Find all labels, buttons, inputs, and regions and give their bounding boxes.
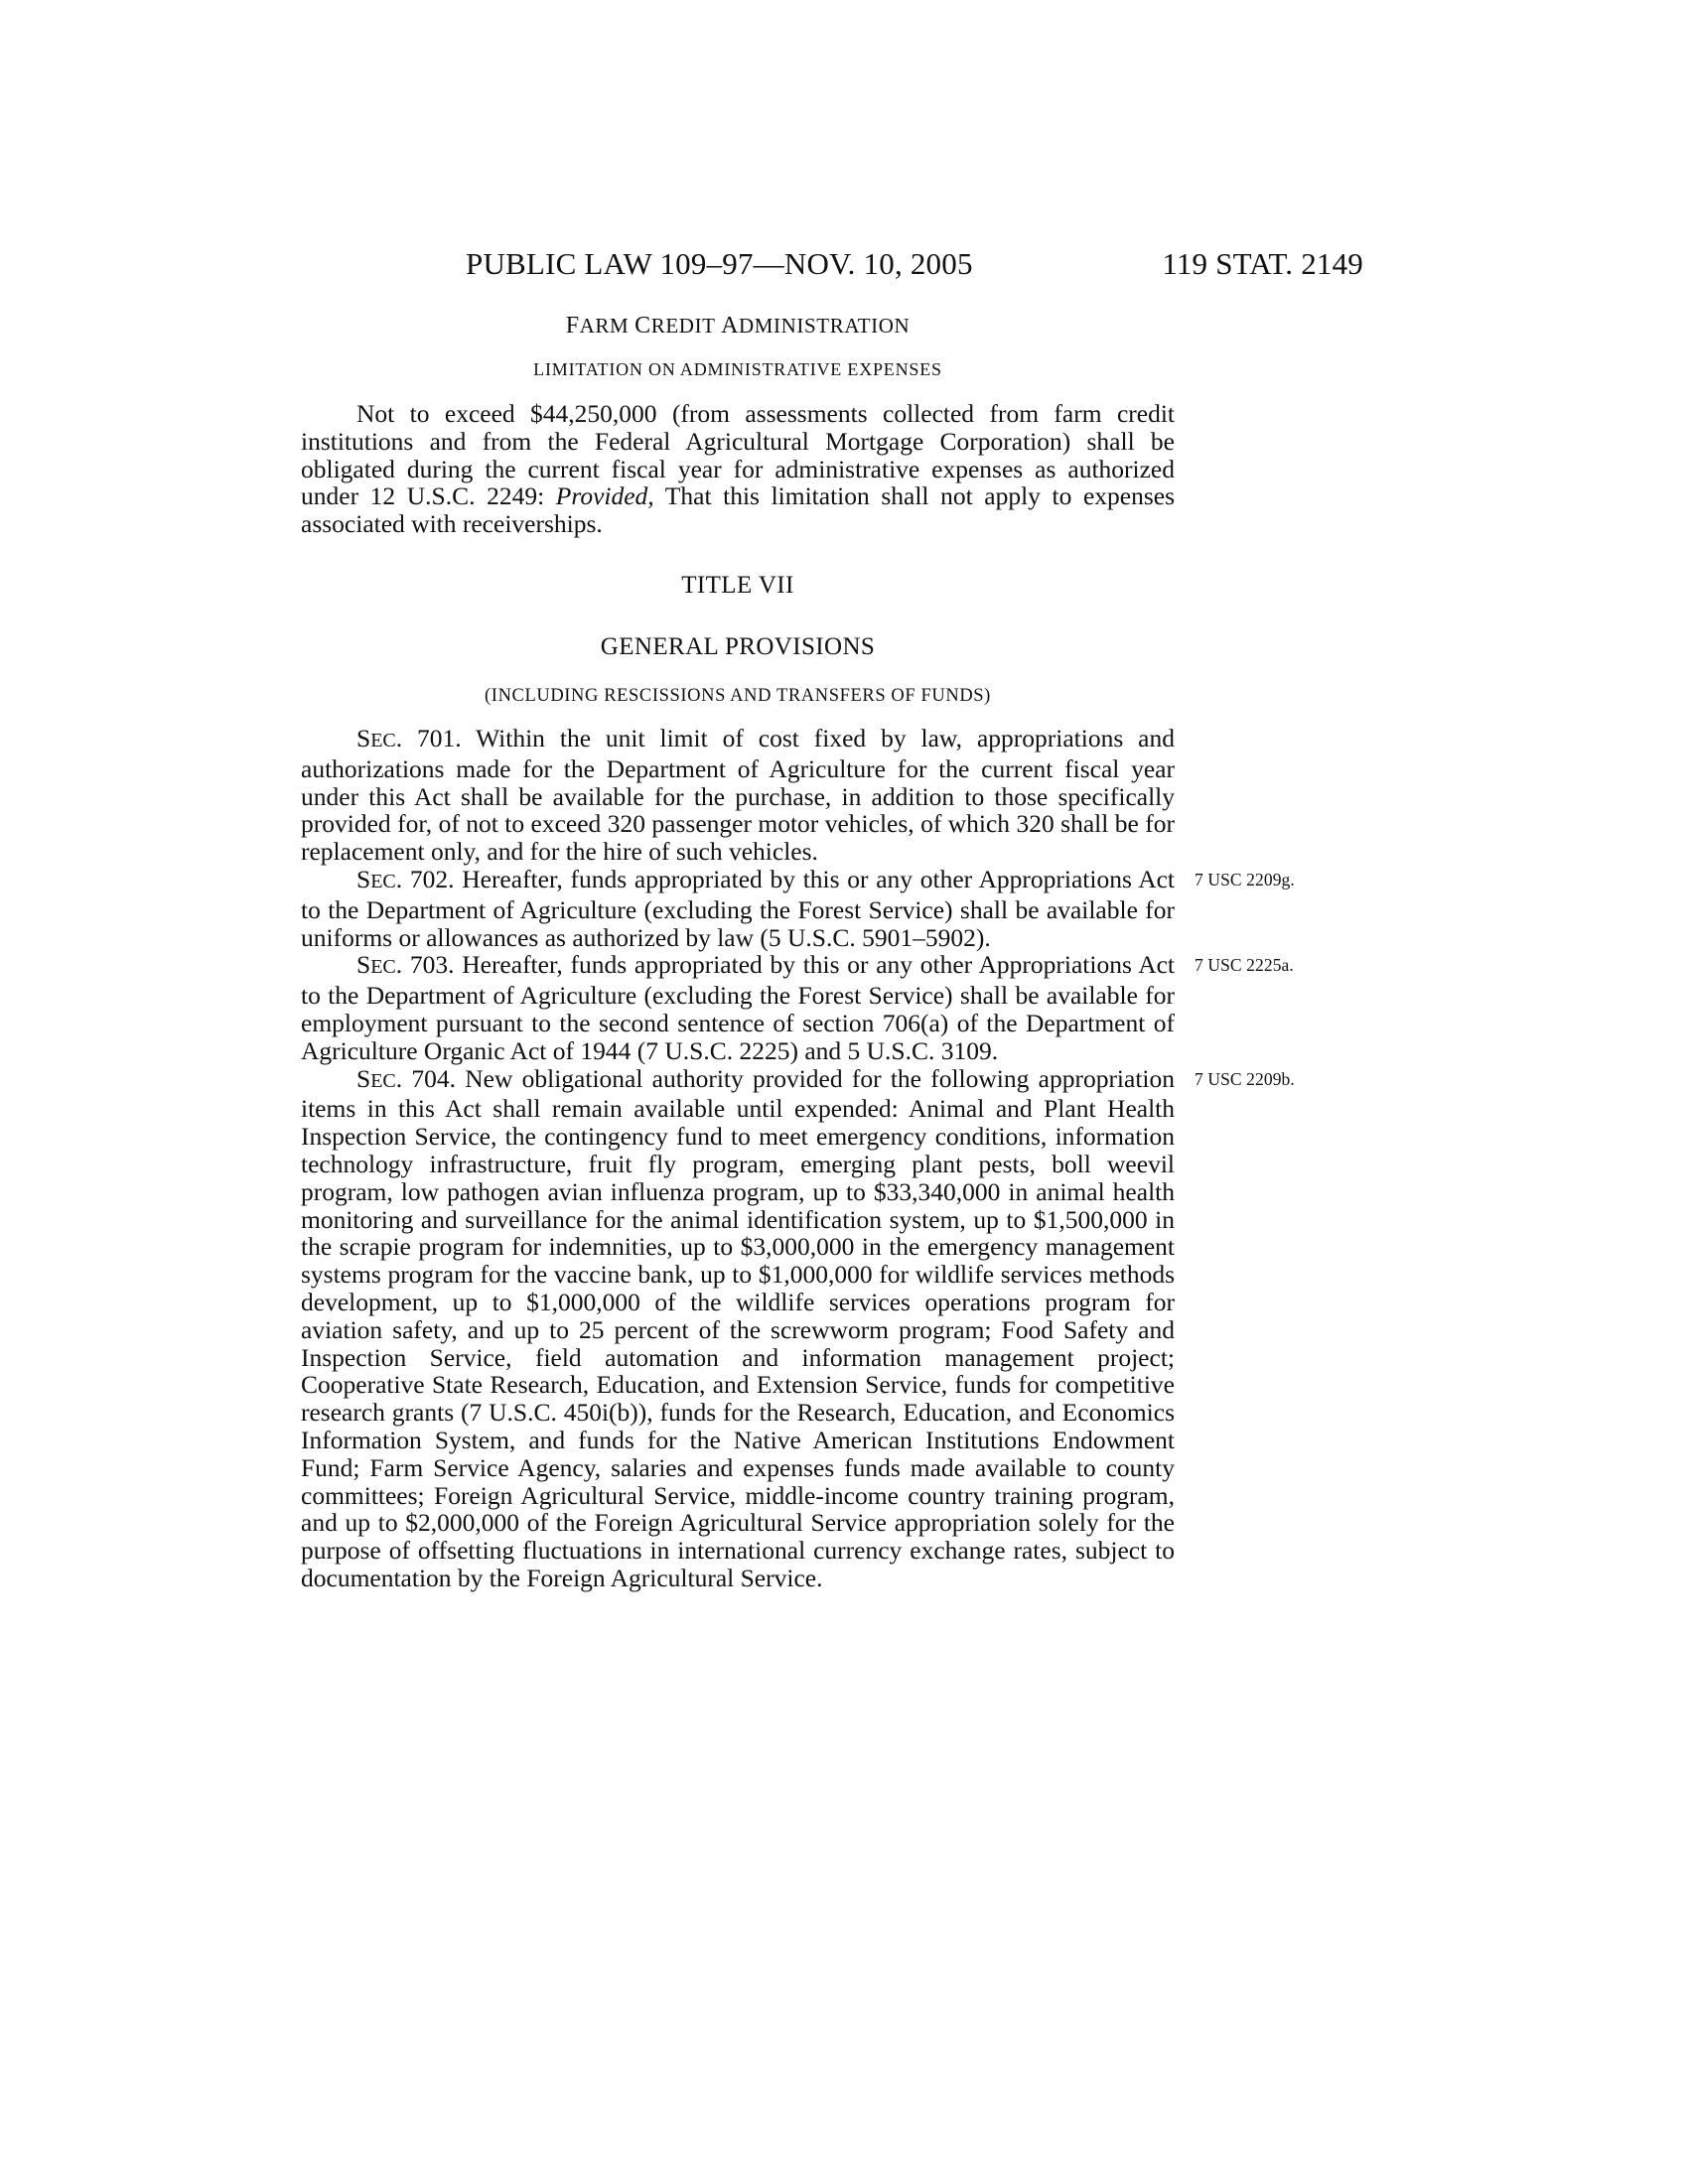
section-703 <box>301 950 1294 1065</box>
section-paragraph <box>301 866 1175 951</box>
section-label: SEC. 704. <box>356 1063 456 1093</box>
section-text: New obligational authority provided for the following appropriation items in this Act shall remain available until expended: Animal and Plant Health Inspection Service, the contingency fund to meet emergency conditions, information technology infrastructure, fruit fly program, emerging plant pests, boll weevil program, low pathogen avian influenza program, up to $33,340,000 in animal health monitoring and surveillance for the animal identification system, up to $1,500,000 in the scrapie program for indemnities, up to $3,000,000 in the emergency management systems program for the vaccine bank, up to $1,000,000 for wildlife services methods development, up to $1,000,000 of the wildlife services operations program for aviation safety, and up to 25 percent of the screwworm program; Food Safety and Inspection Service, field automation and information management project; Cooperative State Research, Education, and Extension Service, funds for competitive research grants (7 U.S.C. 450i(b)), funds for the Research, Education, and Economics Information System, and funds for the Native American Institutions Endowment Fund; Farm Service Agency, salaries and expenses funds made available to county committees; Foreign Agricultural Service, middle-income country training program, and up to $2,000,000 of the Foreign Agricultural Service appropriation solely for the purpose of offsetting fluctuations in international currency exchange rates, subject to documentation by the Foreign Agricultural Service. <box>301 1063 1176 1592</box>
section-label: SEC. 702. <box>356 864 455 893</box>
margin-citation: 7 USC 2209b. <box>1195 1068 1295 1089</box>
general-provisions-heading: GENERAL PROVISIONS <box>600 632 876 660</box>
agency-word-2-initial: C <box>634 313 651 339</box>
page-number: 119 STAT. 2149 <box>1162 246 1363 281</box>
section-label: SEC. 703. <box>356 950 455 980</box>
agency-word-1-rest: ARM <box>579 314 630 338</box>
section-label: SEC. 701. <box>356 723 462 752</box>
agency-word-3-initial: A <box>721 313 740 339</box>
document-body <box>301 313 1295 1592</box>
section-text: Hereafter, funds appropriated by this or any other Appropriations Act to the Department of Agriculture (excluding the Forest Service) shall be available for employment pursuant to the second sentence of section 706(a) of the Department of Agriculture Organic Act of 1944 (7 U.S.C. 2225) and 5 U.S.C. 3109. <box>301 950 1176 1065</box>
including-heading: (INCLUDING RESCISSIONS AND TRANSFERS OF FUNDS) <box>485 685 991 706</box>
section-text: Within the unit limit of cost fixed by law, appropriations and authorizations made for the Department of Agriculture for the current fiscal year under this Act shall be available for the purchase, in addition to those specifically provided for, of not to exceed 320 passenger motor vehicles, of which 320 shall be for replacement only, and for the hire of such vehicles. <box>301 723 1175 867</box>
section-paragraph <box>301 951 1175 1064</box>
agency-heading <box>301 313 1175 340</box>
running-head: PUBLIC LAW 109–97—NOV. 10, 2005 <box>466 246 973 281</box>
section-704 <box>301 1063 1295 1592</box>
agency-word-3-rest: DMINISTRATION <box>739 314 911 338</box>
limitation-heading: LIMITATION ON ADMINISTRATIVE EXPENSES <box>533 359 942 379</box>
limitation-text-end: That this limitation shall not apply to expenses associated with receiverships. <box>301 481 1176 539</box>
section-text: Hereafter, funds appropriated by this or any other Appropriations Act to the Department of Agriculture (excluding the Forest Service) shall be available for uniforms or allowances as authorized by law (5 U.S.C. 5901–5902). <box>301 864 1176 952</box>
limitation-text-start: Not to exceed $44,250,000 (from assessments collected from farm credit institutions and from the Federal Agricultural Mortgage Corporation) shall be obligated during the current fiscal year for administrative expenses as authorized under 12 U.S.C. 2249: <box>301 399 1175 511</box>
section-paragraph <box>301 1065 1175 1592</box>
section-paragraph <box>301 725 1175 866</box>
margin-citation: 7 USC 2209g. <box>1195 869 1295 889</box>
margin-citation: 7 USC 2225a. <box>1195 955 1294 976</box>
agency-word-1-initial: F <box>565 313 580 339</box>
section-701 <box>301 725 1175 866</box>
provided-italic: Provided, <box>555 481 654 511</box>
section-702 <box>301 864 1295 952</box>
agency-word-2-rest: REDIT <box>650 314 716 338</box>
limitation-paragraph <box>301 400 1175 538</box>
page-header <box>466 246 1363 286</box>
title-heading: TITLE VII <box>681 571 794 599</box>
